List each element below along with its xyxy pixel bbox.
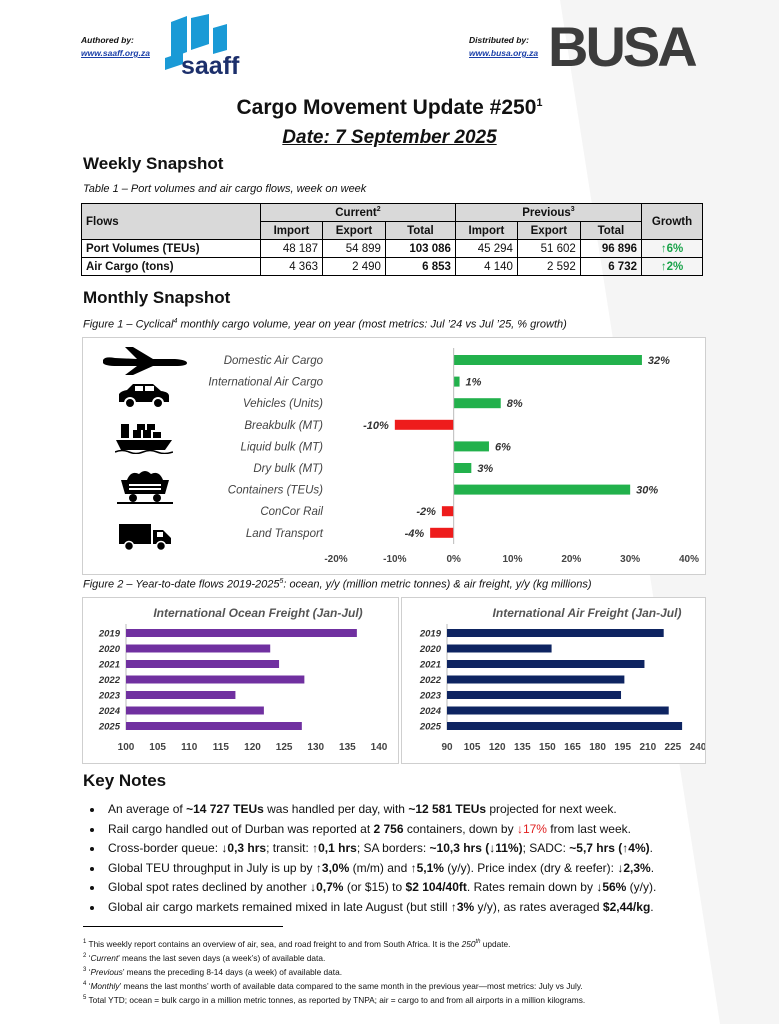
tick-label: 40% <box>678 554 700 565</box>
table-row <box>82 258 703 276</box>
note-text: Global TEU throughput in July is up by <box>108 860 316 875</box>
bar <box>126 676 304 684</box>
data-label: 32% <box>647 355 670 367</box>
year-label: 2020 <box>98 644 120 655</box>
note-text: ↓2,3% <box>617 860 651 875</box>
cell: 96 896 <box>580 240 641 258</box>
bar <box>447 676 624 684</box>
note-text: ; SA borders: <box>356 841 430 855</box>
figure2-caption: Figure 2 – Year-to-date flows 2019-2025$^5$: ocean, y/y (million metric tonnes) & air freight, y/y (kg millions) <box>83 578 592 591</box>
cargo-ship-icon <box>115 420 173 454</box>
authored-by <box>81 34 150 60</box>
note-text: ↓0,7% <box>310 880 344 894</box>
note-text: Cross-border queue: <box>108 841 222 855</box>
bar <box>447 629 664 637</box>
tick-label: 135 <box>339 742 356 753</box>
cell: 2 490 <box>323 258 386 276</box>
bar <box>126 660 279 668</box>
page-title: Cargo Movement Update $\#250^1$ <box>236 96 543 119</box>
cell: 103 086 <box>385 240 455 258</box>
note-text: ↓56% <box>596 880 627 894</box>
row-label: Air Cargo (tons) <box>82 258 261 276</box>
tick-label: 105 <box>149 742 166 753</box>
car-icon <box>115 382 173 410</box>
tick-label: 115 <box>212 742 229 753</box>
bar <box>395 420 454 430</box>
note-text: An average of <box>108 802 187 816</box>
note-text: ~12 581 TEUs <box>408 802 487 816</box>
chart-title: International Ocean Freight (Jan-Jul) <box>153 606 363 620</box>
year-label: 2022 <box>419 675 441 686</box>
cell: 4 140 <box>455 258 517 276</box>
year-label: 2021 <box>98 659 120 671</box>
tick-label: 0% <box>446 554 461 565</box>
sub-import: Import <box>455 222 517 240</box>
key-note-item <box>104 839 744 859</box>
footnotes <box>83 936 723 1006</box>
bar <box>126 645 270 653</box>
data-label: 6% <box>494 441 511 454</box>
category-label: Containers (TEUs) <box>227 484 323 497</box>
cell: 6 853 <box>385 258 455 276</box>
ocean-freight-chart <box>83 598 398 763</box>
category-label: Breakbulk (MT) <box>244 419 323 432</box>
tick-label: 10% <box>502 554 523 565</box>
note-text: from last week. <box>546 821 631 836</box>
bar <box>126 691 235 699</box>
year-label: 2019 <box>419 628 441 640</box>
bar <box>126 629 357 637</box>
key-note-item <box>104 800 744 820</box>
note-text: (m/m) and <box>349 860 411 875</box>
year-label: 2025 <box>419 721 441 733</box>
note-text: $2 104/40ft <box>405 880 467 894</box>
footnote: $^5$ Total YTD; ocean = bulk cargo in a million metric tonnes, as reported by TNPA; air = cargo to and from all airports in a million kilograms. <box>83 995 586 1006</box>
note-text: ↑0,1 hrs <box>312 841 357 855</box>
note-text: 2 756 <box>373 821 404 836</box>
year-label: 2021 <box>419 659 441 671</box>
tick-label: 165 <box>564 742 581 753</box>
key-note-item <box>104 820 744 840</box>
table1 <box>81 203 703 276</box>
note-text: ↑3,0% <box>315 860 350 875</box>
bar <box>447 660 644 668</box>
cell: 45 294 <box>455 240 517 258</box>
key-note-item <box>104 859 744 879</box>
year-label: 2024 <box>98 706 120 717</box>
tick-label: 125 <box>275 742 293 753</box>
tick-label: 210 <box>639 742 657 753</box>
air-freight-chart <box>402 598 705 763</box>
row-label: Port Volumes (TEUs) <box>82 240 261 258</box>
bar <box>447 645 552 653</box>
year-label: 2020 <box>419 644 441 655</box>
tick-label: 225 <box>664 742 682 753</box>
airplane-icon <box>101 346 189 376</box>
table1-caption: Table 1 – Port volumes and air cargo flows, week on week <box>83 183 367 195</box>
footnote-divider <box>83 926 283 927</box>
growth-cell: ↑6% <box>642 240 703 258</box>
bar <box>454 485 630 495</box>
busa-link[interactable]: www.busa.org.za <box>469 48 539 58</box>
note-text: (y/y). <box>626 880 657 894</box>
year-label: 2019 <box>98 628 120 640</box>
note-text: Global spot rates declined by another <box>108 880 311 894</box>
key-notes-list <box>86 800 744 917</box>
saaff-logo-text: saaff <box>181 52 240 80</box>
note-text: . <box>649 841 653 855</box>
tick-label: 130 <box>307 742 325 753</box>
category-label: Land Transport <box>245 527 323 540</box>
key-note-item <box>104 878 744 898</box>
note-text: ~10,3 hrs (↓11%) <box>429 841 523 855</box>
category-label: Dry bulk (MT) <box>253 463 323 475</box>
tick-label: 105 <box>463 742 481 753</box>
busa-logo-text: BUSA <box>548 15 695 78</box>
note-text: ↓17% <box>516 821 547 836</box>
bar <box>447 707 669 715</box>
year-label: 2022 <box>98 675 120 686</box>
tick-label: 90 <box>441 742 453 753</box>
sub-export: Export <box>323 222 386 240</box>
data-label: 8% <box>506 398 523 411</box>
year-label: 2025 <box>98 721 120 733</box>
key-notes-heading: Key Notes <box>83 771 167 790</box>
tick-label: 20% <box>561 554 582 565</box>
category-label: Liquid bulk (MT) <box>240 441 323 454</box>
authored-label: Authored by: <box>81 35 134 45</box>
category-label: Domestic Air Cargo <box>223 355 323 367</box>
data-label: 30% <box>636 484 659 497</box>
note-text: was handled per day, with <box>263 802 409 816</box>
bar <box>430 528 454 538</box>
tick-label: 110 <box>181 742 198 753</box>
col-previous: Previous$^3$ <box>455 204 641 222</box>
cell: 2 592 <box>517 258 580 276</box>
note-text: ; transit: <box>266 841 313 855</box>
note-text: . <box>650 899 654 914</box>
ocean-freight-panel <box>82 597 399 764</box>
note-text: (or $15) to <box>343 880 406 894</box>
distributed-label: Distributed by: <box>469 35 529 45</box>
category-label: ConCor Rail <box>260 506 323 519</box>
bar <box>442 506 454 516</box>
report-date: Date: 7 September 2025 <box>282 127 497 148</box>
sub-total: Total <box>385 222 455 240</box>
figure1-panel <box>82 337 706 575</box>
sub-export: Export <box>517 222 580 240</box>
tick-label: -10% <box>383 554 407 565</box>
note-text: ↓0,3 hrs <box>221 841 267 855</box>
tick-label: 140 <box>370 742 388 753</box>
year-label: 2023 <box>419 690 441 702</box>
col-flows: Flows <box>82 204 261 240</box>
weekly-heading: Weekly Snapshot <box>83 154 224 173</box>
key-note-item <box>104 898 744 918</box>
tick-label: 120 <box>488 742 506 753</box>
coal-wagon-icon <box>117 468 173 504</box>
footnote: $^3$ ‘Previous’ means the preceding 8-14 days (a week) of available data. <box>83 966 343 977</box>
note-text: . <box>650 860 655 875</box>
busa-logo <box>548 15 703 78</box>
note-text: ; SADC: <box>522 841 570 855</box>
tick-label: 30% <box>620 554 641 565</box>
year-label: 2023 <box>98 690 120 702</box>
tick-label: -20% <box>324 554 348 565</box>
note-text: Global air cargo markets remained mixed in late August (but still <box>108 899 451 914</box>
col-current: Current$^2$ <box>261 204 456 222</box>
cell: 51 602 <box>517 240 580 258</box>
data-label: -10% <box>363 419 389 432</box>
monthly-heading: Monthly Snapshot <box>83 288 231 307</box>
table-row <box>82 240 703 258</box>
saaff-link[interactable]: www.saaff.org.za <box>81 48 150 58</box>
year-label: 2024 <box>419 706 441 717</box>
tick-label: 195 <box>614 742 632 753</box>
note-text: . Rates remain down by <box>466 880 597 894</box>
bar <box>454 355 642 365</box>
data-label: -4% <box>404 527 425 540</box>
note-text: ↑5,1% <box>410 860 444 875</box>
tick-label: 100 <box>117 742 135 753</box>
sub-import: Import <box>261 222 323 240</box>
footnote: $^2$ ‘Current’ means the last seven days (a week’s) of available data. <box>83 952 326 963</box>
tick-label: 240 <box>689 742 705 753</box>
bar <box>454 377 460 387</box>
air-freight-panel <box>401 597 706 764</box>
distributed-by <box>469 34 538 60</box>
bar <box>454 441 489 451</box>
truck-icon <box>117 522 173 552</box>
note-text: (y/y). Price index (dry & reefer): <box>443 860 618 875</box>
cell: 6 732 <box>580 258 641 276</box>
bar <box>447 691 621 699</box>
bar <box>126 707 264 715</box>
note-text: Rail cargo handled out of Durban was reported at <box>108 821 374 836</box>
note-text: y/y), as rates averaged <box>474 899 603 914</box>
cell: 4 363 <box>261 258 323 276</box>
data-label: 3% <box>477 463 494 475</box>
col-growth: Growth <box>642 204 703 240</box>
note-text: ↑3% <box>450 899 475 914</box>
saaff-logo <box>163 14 261 82</box>
tick-label: 135 <box>513 742 531 753</box>
footnote: $^4$ ‘Monthly’ means the last months’ worth of available data compared to the same month in the previous year—most metrics: July vs July. <box>83 980 583 991</box>
data-label: -2% <box>416 506 436 519</box>
note-text: ~5,7 hrs (↑4%) <box>569 841 650 855</box>
sub-total: Total <box>580 222 641 240</box>
cell: 48 187 <box>261 240 323 258</box>
bar <box>454 463 472 473</box>
bar <box>454 398 501 408</box>
bar <box>126 722 302 730</box>
tick-label: 120 <box>244 742 261 753</box>
figure1-caption: Figure 1 – Cyclical$^4$ monthly cargo volume, year on year (most metrics: Jul ’24 vs Jul ’25, % growth) <box>83 318 567 331</box>
category-label: International Air Cargo <box>208 376 323 389</box>
footnote: $^1$ This weekly report contains an overview of air, sea, and road freight to and from South Africa. It is the 250th update. <box>83 938 511 949</box>
note-text: ~14 727 TEUs <box>186 802 264 816</box>
data-label: 1% <box>465 376 482 389</box>
note-text: containers, down by <box>403 821 517 836</box>
note-text: $2,44/kg <box>602 899 651 914</box>
bar <box>447 722 682 730</box>
category-label: Vehicles (Units) <box>242 398 323 411</box>
chart-title: International Air Freight (Jan-Jul) <box>492 606 682 620</box>
tick-label: 150 <box>539 742 556 753</box>
tick-label: 180 <box>589 742 606 753</box>
note-text: projected for next week. <box>486 802 617 816</box>
cell: 54 899 <box>323 240 386 258</box>
growth-cell: ↑2% <box>642 258 703 276</box>
